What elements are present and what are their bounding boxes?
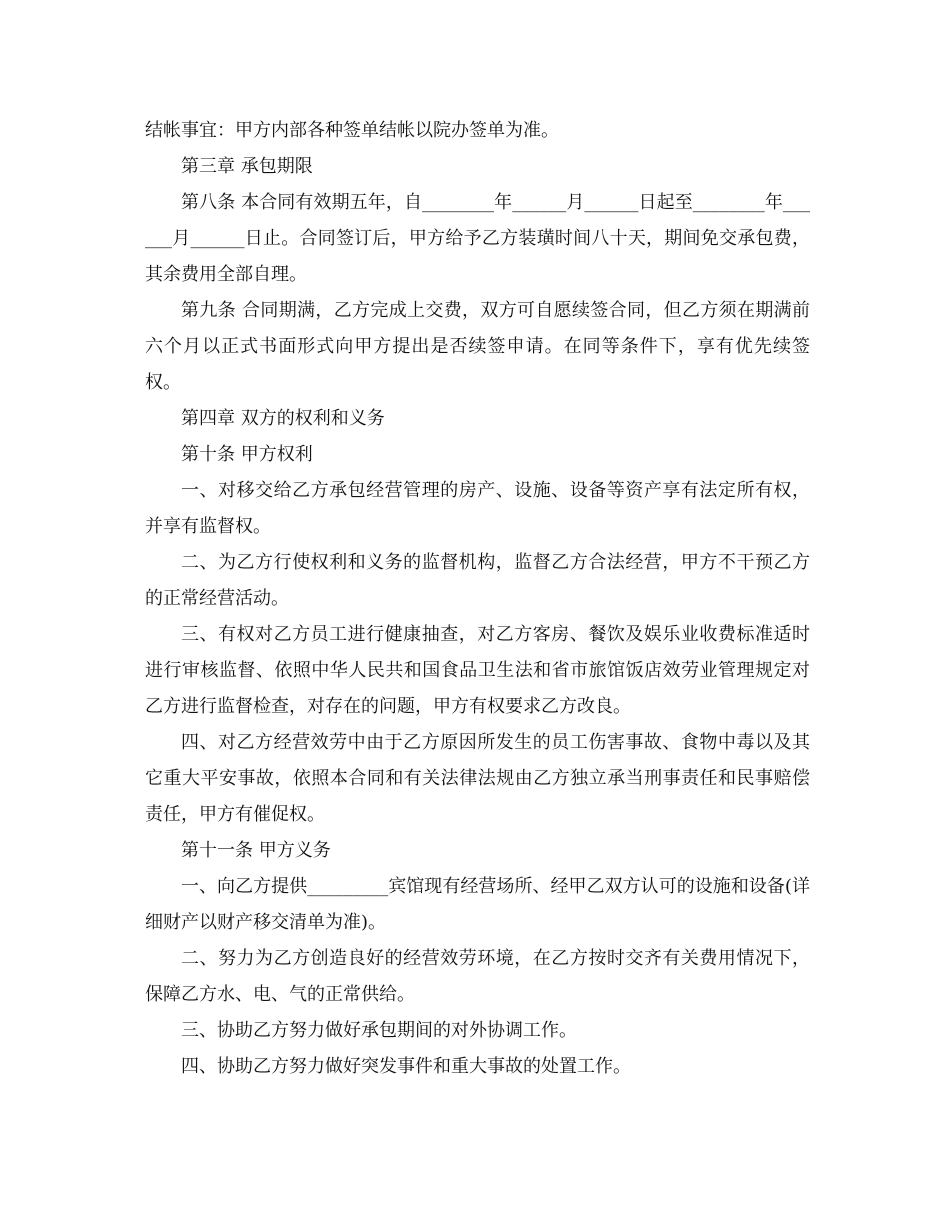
article-11-item-2: 二、努力为乙方创造良好的经营效劳环境，在乙方按时交齐有关费用情况下，保障乙方水、电、气的正常供给。: [145, 948, 810, 1005]
article-9: 第九条 合同期满，乙方完成上交费，双方可自愿续签合同，但乙方须在期满前六个月以正式书面形式向甲方提出是否续签申请。在同等条件下，享有优先续签权。: [145, 300, 810, 393]
chapter-3-heading: 第三章 承包期限: [181, 156, 313, 177]
article-10-heading: 第十条 甲方权利: [181, 444, 313, 465]
article-10-item-2: 二、为乙方行使权利和义务的监督机构，监督乙方合法经营，甲方不干预乙方的正常经营活动。: [145, 552, 810, 609]
article-11-heading: 第十一条 甲方义务: [181, 840, 331, 861]
document-body: [145, 113, 810, 1085]
article-10-item-1: 一、对移交给乙方承包经营管理的房产、设施、设备等资产享有法定所有权，并享有监督权。: [145, 480, 810, 537]
article-11-item-1: 一、向乙方提供_________宾馆现有经营场所、经甲乙双方认可的设施和设备(详细财产以财产移交清单为准)。: [145, 876, 810, 933]
article-10-item-3: 三、有权对乙方员工进行健康抽查，对乙方客房、餐饮及娱乐业收费标准适时进行审核监督、依照中华人民共和国食品卫生法和省市旅馆饭店效劳业管理规定对乙方进行监督检查，对存在的问题，甲方有权要求乙方改良。: [145, 624, 810, 717]
article-11-item-3: 三、协助乙方努力做好承包期间的对外协调工作。: [181, 1020, 577, 1041]
chapter-4-heading: 第四章 双方的权利和义务: [181, 408, 385, 429]
article-10-item-4: 四、对乙方经营效劳中由于乙方原因所发生的员工伤害事故、食物中毒以及其它重大平安事故，依照本合同和有关法律法规由乙方独立承当刑事责任和民事赔偿责任，甲方有催促权。: [145, 732, 810, 825]
article-8: 第八条 本合同有效期五年，自________年______月______日起至________年______月______日止。合同签订后，甲方给予乙方装璜时间八十天，期间免交承包费，其余费用全部自理。: [145, 192, 810, 285]
paragraph-settlement: 结帐事宜：甲方内部各种签单结帐以院办签单为准。: [145, 120, 559, 141]
article-11-item-4: 四、协助乙方努力做好突发事件和重大事故的处置工作。: [181, 1056, 631, 1077]
